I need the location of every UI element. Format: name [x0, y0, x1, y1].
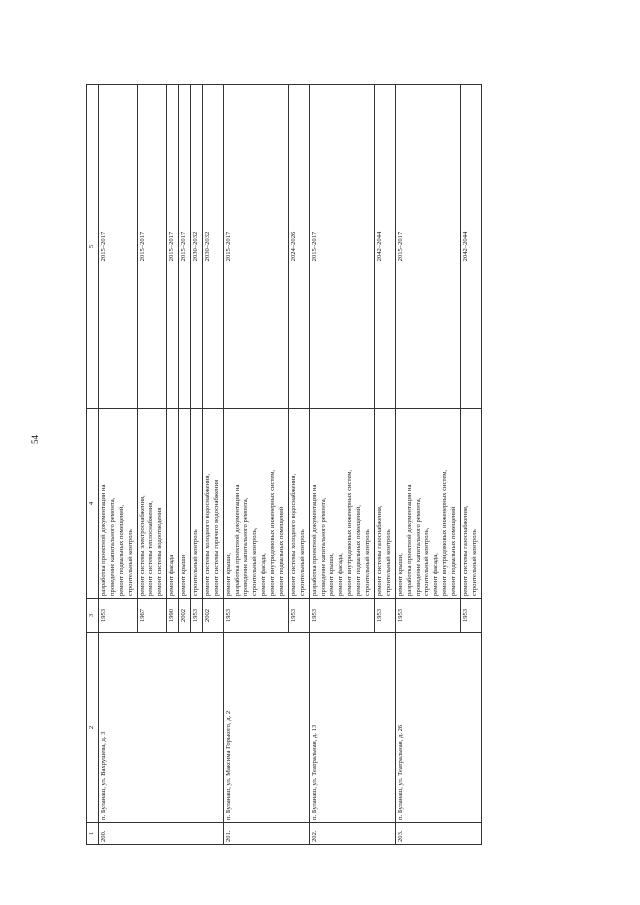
year-cell: 1953: [460, 599, 481, 633]
work-item: ремонт системы теплоснабжения,: [147, 501, 155, 596]
header-row: [87, 85, 99, 845]
year-cell: 1953: [99, 599, 138, 633]
works-cell: [202, 409, 223, 599]
work-item: проведение капитального ремонта,: [319, 497, 327, 596]
period-cell: 2015–2017: [137, 85, 167, 409]
header-col-3: 3: [87, 599, 99, 633]
address-cell: п. Буланаш, ул. Театральная, д. 13: [309, 633, 395, 823]
work-item: разработка проектной документации на: [233, 484, 241, 596]
works-cell: [223, 409, 288, 599]
work-item: ремонт системы газоснабжения,: [375, 505, 383, 596]
year-cell: 1953: [191, 599, 203, 633]
year-cell: 1953: [288, 599, 309, 633]
year-cell: 1967: [137, 599, 167, 633]
work-item: ремонт системы газоснабжения,: [461, 505, 469, 596]
work-item: строительный контроль,: [423, 527, 431, 596]
works-cell: [99, 409, 138, 599]
work-item: ремонт фасада,: [260, 553, 268, 596]
work-item: ремонт фасада,: [337, 553, 345, 596]
work-item: ремонт подвальных помещений: [278, 506, 286, 596]
period-cell: 2024–2026: [288, 85, 309, 409]
year-cell: 1953: [309, 599, 374, 633]
works-cell: [137, 409, 167, 599]
works-cell: [309, 409, 374, 599]
work-item: ремонт крыши,: [396, 553, 404, 596]
page-number: 54: [30, 435, 40, 444]
header-col-2: 2: [87, 633, 99, 823]
works-cell: [288, 409, 309, 599]
address-cell: п. Буланаш, ул. Максима Горького, д. 2: [223, 633, 309, 823]
work-item: ремонт системы горячего водоснабжения: [212, 479, 220, 596]
year-cell: 1953: [395, 599, 460, 633]
work-item: разработка проектной документации на: [405, 484, 413, 596]
work-item: разработка проектной документации на: [310, 484, 318, 596]
period-cell: 2015–2017: [179, 85, 191, 409]
work-item: ремонт крыши,: [328, 553, 336, 596]
table-row: [99, 85, 138, 845]
table-body: [99, 85, 482, 845]
row-number: 202.: [309, 823, 395, 845]
work-item: разработка проектной документации на: [100, 484, 107, 596]
address-cell: п. Буланаш, ул. Вахрушева, д. 3: [99, 633, 224, 823]
period-cell: 2042–2044: [374, 85, 395, 409]
year-cell: 2002: [202, 599, 223, 633]
period-cell: 2042–2044: [460, 85, 481, 409]
work-item: ремонт крыши,: [224, 553, 232, 596]
header-col-1: 1: [87, 823, 99, 845]
works-cell: [374, 409, 395, 599]
work-item: строительный контроль: [126, 529, 134, 596]
works-cell: [179, 409, 191, 599]
repair-schedule-table-wrapper: [86, 85, 574, 845]
period-cell: 2015–2017: [99, 85, 138, 409]
year-cell: 1953: [374, 599, 395, 633]
row-number: 201.: [223, 823, 309, 845]
work-item: ремонт подвальных помещений: [450, 506, 458, 596]
work-item: строительный контроль: [298, 529, 306, 596]
repair-schedule-table: [86, 84, 482, 845]
work-item: ремонт фасада: [168, 554, 176, 596]
work-item: ремонт крыши: [180, 554, 188, 596]
works-cell: [191, 409, 203, 599]
row-number: 200.: [99, 823, 224, 845]
period-cell: 2015–2017: [309, 85, 374, 409]
work-item: проведение капитального ремонта,: [242, 497, 250, 596]
row-number: 203.: [395, 823, 481, 845]
address-cell: п. Буланаш, ул. Театральная, д. 26: [395, 633, 481, 823]
work-item: ремонт подвальных помещений,: [355, 505, 363, 596]
work-item: проведение капитального ремонта,: [108, 497, 116, 596]
work-item: ремонт внутридомовых инженерных систем,: [441, 469, 449, 596]
header-col-5: 5: [87, 85, 99, 409]
header-col-4: 4: [87, 409, 99, 599]
period-cell: 2015–2017: [395, 85, 460, 409]
work-item: ремонт фасада,: [432, 553, 440, 596]
period-cell: 2015–2017: [167, 85, 179, 409]
period-cell: 2030–2032: [191, 85, 203, 409]
work-item: строительный контроль,: [251, 527, 259, 596]
works-cell: [167, 409, 179, 599]
period-cell: 2030–2032: [202, 85, 223, 409]
work-item: строительный контроль: [470, 529, 478, 596]
work-item: ремонт системы электроснабжения,: [138, 495, 146, 596]
works-cell: [460, 409, 481, 599]
work-item: строительный контроль: [364, 529, 372, 596]
year-cell: 1990: [167, 599, 179, 633]
table-row: [223, 85, 288, 845]
period-cell: 2015–2017: [223, 85, 288, 409]
work-item: ремонт подвальных помещений,: [117, 505, 125, 596]
work-item: ремонт внутридомовых инженерных систем,: [269, 469, 277, 596]
works-cell: [395, 409, 460, 599]
table-row: [395, 85, 460, 845]
work-item: проведение капитального ремонта,: [414, 497, 422, 596]
table-row: [309, 85, 374, 845]
work-item: ремонт системы холодного водоснабжения,: [203, 473, 211, 596]
year-cell: 2002: [179, 599, 191, 633]
work-item: строительный контроль: [192, 529, 200, 596]
work-item: ремонт внутридомовых инженерных систем,: [346, 469, 354, 596]
year-cell: 1953: [223, 599, 288, 633]
work-item: ремонт системы водоотведения: [156, 507, 164, 596]
work-item: строительный контроль: [384, 529, 392, 596]
work-item: ремонт системы холодного водоснабжения,: [289, 473, 297, 596]
